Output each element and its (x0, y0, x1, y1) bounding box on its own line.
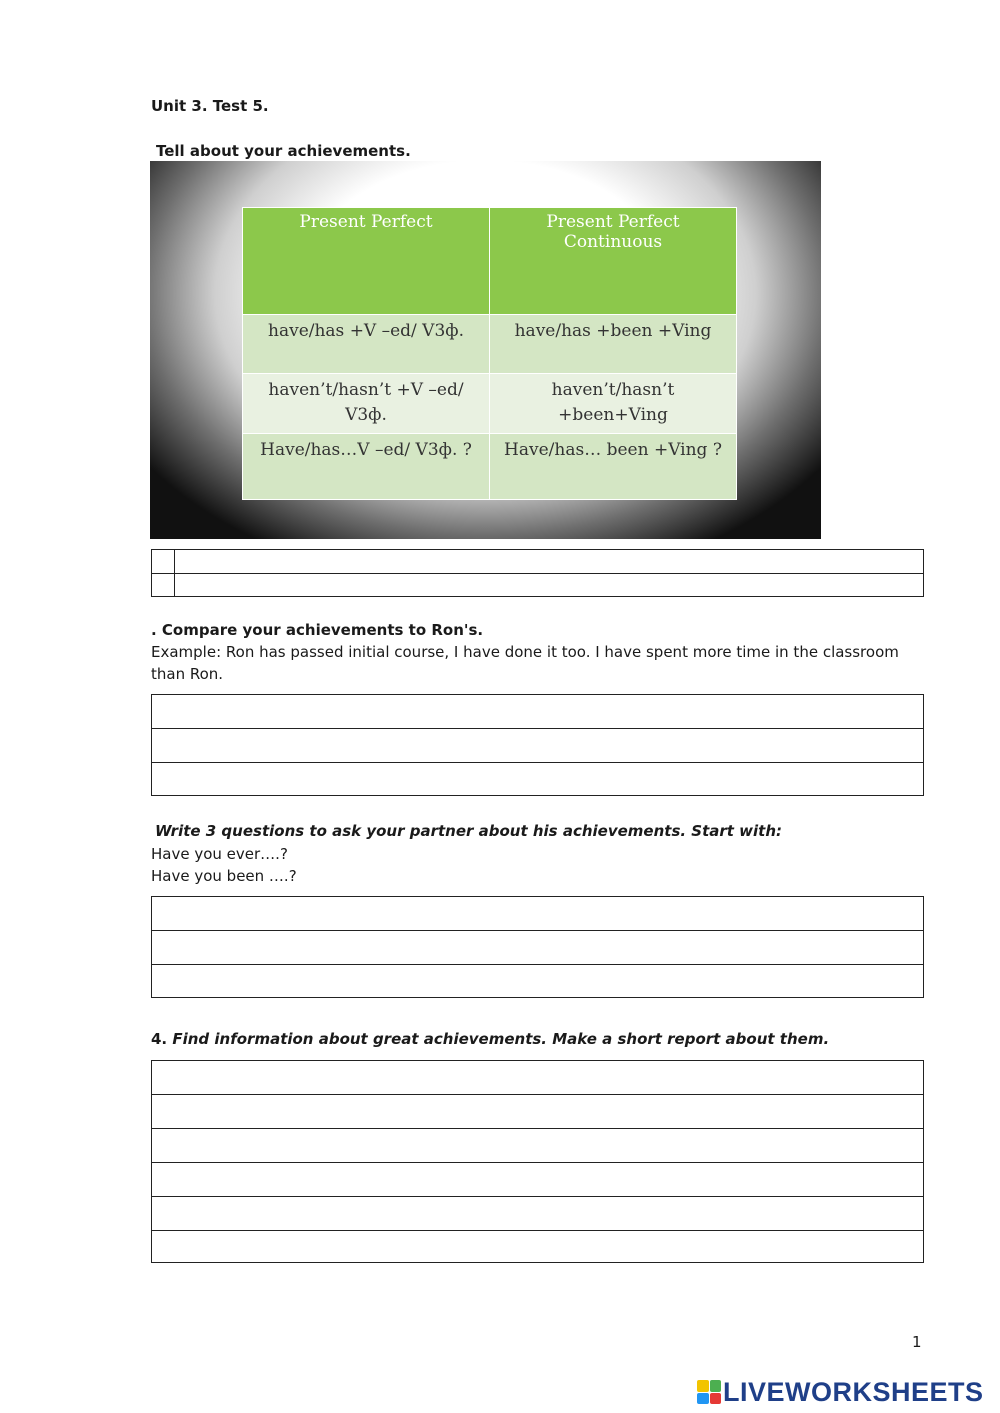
answer-cell[interactable] (175, 574, 923, 597)
liveworksheets-brand[interactable] (697, 1377, 984, 1407)
section1-answer-grid (151, 549, 924, 597)
answer-input[interactable] (152, 1095, 923, 1128)
grammar-cell: haven’t/hasn’t +V –ed/ V3ф. (243, 374, 490, 434)
answer-number-cell (152, 550, 175, 573)
section2-title: . Compare your achievements to Ron's. (151, 621, 484, 639)
liveworksheets-brand-text: LIVEWORKSHEETS (723, 1377, 984, 1407)
section3-prompt-been: Have you been ….? (151, 867, 297, 885)
answer-number-cell (152, 574, 175, 597)
grammar-cell: have/has +V –ed/ V3ф. (243, 315, 490, 374)
answer-input[interactable] (152, 931, 923, 964)
section4-number: 4. (151, 1030, 168, 1048)
section2-example: Example: Ron has passed initial course, I have done it too. I have spent more time in the classroom than Ron. (151, 643, 899, 683)
grammar-cell: haven’t/hasn’t +been+Ving (490, 374, 737, 434)
section4-title (151, 1028, 829, 1050)
answer-line[interactable] (152, 965, 923, 997)
answer-line[interactable] (152, 763, 923, 795)
answer-line[interactable] (152, 1061, 923, 1095)
grammar-table-image (150, 161, 821, 539)
grammar-cell: have/has +been +Ving (490, 315, 737, 374)
answer-input[interactable] (152, 1129, 923, 1162)
answer-input[interactable] (152, 1197, 923, 1230)
section2-answer-box (151, 694, 924, 796)
grammar-cell: Have/has…V –ed/ V3ф. ? (243, 434, 490, 500)
answer-line[interactable] (152, 1231, 923, 1262)
answer-line[interactable] (152, 1129, 923, 1163)
section4-text: Find information about great achievements. Make a short report about them. (167, 1030, 830, 1048)
answer-input[interactable] (152, 1231, 923, 1262)
answer-input[interactable] (152, 1061, 923, 1094)
answer-line[interactable] (152, 931, 923, 965)
unit-title: Unit 3. Test 5. (151, 97, 269, 115)
grammar-header-present-perfect: Present Perfect (243, 208, 490, 315)
answer-input[interactable] (175, 574, 927, 599)
answer-line[interactable] (152, 729, 923, 763)
answer-line[interactable] (152, 695, 923, 729)
section1-title: Tell about your achievements. (156, 142, 411, 160)
answer-input[interactable] (152, 763, 923, 795)
section4-answer-box (151, 1060, 924, 1263)
section3-answer-box (151, 896, 924, 998)
grammar-header-present-perfect-continuous: Present Perfect Continuous (490, 208, 737, 315)
answer-input[interactable] (152, 695, 923, 728)
answer-line[interactable] (152, 1197, 923, 1231)
answer-cell[interactable] (175, 550, 923, 573)
page-number: 1 (912, 1333, 922, 1351)
section3-prompt-ever: Have you ever….? (151, 845, 288, 863)
answer-line[interactable] (152, 1095, 923, 1129)
grammar-cell: Have/has… been +Ving ? (490, 434, 737, 500)
answer-input[interactable] (152, 1163, 923, 1196)
answer-input[interactable] (152, 965, 923, 997)
answer-input[interactable] (152, 897, 923, 930)
answer-input[interactable] (175, 550, 927, 575)
answer-line[interactable] (152, 1163, 923, 1197)
answer-line[interactable] (152, 897, 923, 931)
answer-row (152, 574, 923, 597)
liveworksheets-logo-icon (697, 1380, 721, 1404)
answer-row (152, 550, 923, 574)
grammar-table (242, 207, 737, 500)
section3-title: Write 3 questions to ask your partner about his achievements. Start with: (155, 822, 783, 840)
answer-input[interactable] (152, 729, 923, 762)
